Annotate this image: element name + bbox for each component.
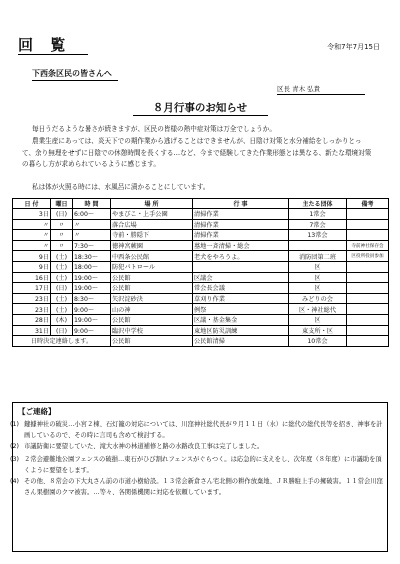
cell-day: (日)	[51, 325, 73, 336]
cell-place: 防犯パトロール	[111, 261, 193, 272]
cell-group: 区	[289, 261, 347, 272]
cell-group	[289, 240, 347, 251]
cell-day: (木)	[51, 314, 73, 325]
cell-group: 東支所・区	[289, 325, 347, 336]
cell-time: 9:00～	[73, 325, 111, 336]
paragraph: 毎日うだるような暑さが続きますが、区民の皆様の熱中症対策は万全でしょうか。	[32, 125, 276, 133]
title-underline	[18, 54, 88, 55]
cell-time: 8:30～	[73, 293, 111, 304]
cell-date: 16日	[13, 272, 51, 283]
table-row	[13, 325, 389, 336]
cell-day: (日)	[51, 283, 73, 294]
cell-time: 18:30～	[73, 251, 111, 262]
cell-event: 区議会	[193, 272, 289, 283]
cell-day: 〃	[51, 230, 73, 241]
cell-event	[193, 261, 289, 272]
cell-note: 寺前神社保存会	[347, 240, 389, 251]
cell-day: (土)	[51, 261, 73, 272]
cell-time: 9:00～	[73, 304, 111, 315]
cell-date: 〃	[13, 230, 51, 241]
cell-event: 草刈り作業	[193, 293, 289, 304]
cell-date: 9日	[13, 261, 51, 272]
cell-date: 3日	[13, 209, 51, 220]
cell-group: 区	[289, 283, 347, 294]
table-row	[13, 336, 389, 347]
cell-note: 区役所役員参加	[347, 251, 389, 262]
cell-place: 山の神	[111, 304, 193, 315]
cell-place: 徳神宮蕨園	[111, 240, 193, 251]
cell-date: 日時決定連絡します。	[13, 336, 111, 347]
cell-day: 〃	[51, 240, 73, 251]
cell-event: 常会長会議	[193, 283, 289, 294]
cell-group: 消防団第二班	[289, 251, 347, 262]
note-item	[10, 442, 384, 453]
table-row	[13, 314, 389, 325]
cell-note	[347, 230, 389, 241]
cell-group: 10常会	[289, 336, 347, 347]
note-number: (1)	[10, 421, 19, 428]
cell-day: (土)	[51, 272, 73, 283]
cell-date: 23日	[13, 293, 51, 304]
note-text: 鍵據神社の破災…小宮２棟、石灯籠の対応については、川窪神社総代長が９月１１日（水）に総代の総代長等を招き、神事を計画しているので、その時に言司も含めて検討する。	[24, 421, 383, 439]
cell-time: 7:30～	[73, 240, 111, 251]
cell-place: 中西条公民館	[111, 251, 193, 262]
table-row	[13, 240, 389, 251]
cell-note	[347, 293, 389, 304]
table-row	[13, 230, 389, 241]
issue-date: 令和7年7月15日	[327, 43, 380, 51]
cell-event: 公民館清掃	[193, 336, 289, 347]
page-title: 回 覧	[18, 36, 72, 54]
table-row	[13, 251, 389, 262]
cell-place: 公民館	[111, 283, 193, 294]
heading-underline	[133, 115, 268, 116]
sender-underline	[277, 94, 365, 95]
cell-place: 公民館	[111, 336, 193, 347]
cell-event: 墓地一斉清掃・総会	[193, 240, 289, 251]
addressee: 下西条区民の皆さんへ	[32, 69, 112, 78]
cell-note	[347, 336, 389, 347]
cell-time: 18:00～	[73, 261, 111, 272]
cell-day: (日)	[51, 209, 73, 220]
cell-event: 区議・基金集金	[193, 314, 289, 325]
cell-note	[347, 283, 389, 294]
cell-note	[347, 272, 389, 283]
note-item	[10, 477, 384, 498]
cell-day: (土)	[51, 251, 73, 262]
cell-event: 清掃作業	[193, 219, 289, 230]
table-row	[13, 283, 389, 294]
cell-place: 寺前・勝隠下	[111, 230, 193, 241]
table-row	[13, 272, 389, 283]
column-header: 備考	[347, 199, 389, 209]
cell-time: 19:00～	[73, 314, 111, 325]
cell-note	[347, 314, 389, 325]
cell-time: 19:00～	[73, 283, 111, 294]
column-header: 時 間	[73, 199, 111, 209]
note-item	[10, 420, 384, 441]
table-row	[13, 261, 389, 272]
cell-note	[347, 261, 389, 272]
cell-place: 落合広場	[111, 219, 193, 230]
cell-time: 〃	[73, 230, 111, 241]
cell-note	[347, 325, 389, 336]
schedule-table	[12, 198, 389, 347]
notes-title: 【ご連絡】	[18, 407, 56, 416]
cell-time: 19:00～	[73, 272, 111, 283]
cell-note	[347, 209, 389, 220]
cell-date: 〃	[13, 219, 51, 230]
cell-event: 清掃作業	[193, 230, 289, 241]
cell-date: 28日	[13, 314, 51, 325]
cell-place: 公民館	[111, 272, 193, 283]
column-header: 主たる団体	[289, 199, 347, 209]
cell-group: 13常会	[289, 230, 347, 241]
cell-event: 例祭	[193, 304, 289, 315]
cell-note	[347, 219, 389, 230]
cell-group: 7常会	[289, 219, 347, 230]
note-number: (4)	[10, 478, 19, 485]
column-header: 場 所	[111, 199, 193, 209]
cell-place: 公民館	[111, 314, 193, 325]
cell-day: (土)	[51, 293, 73, 304]
cell-time: 6:00～	[73, 209, 111, 220]
column-header: 日 付	[13, 199, 51, 209]
cell-date: 31日	[13, 325, 51, 336]
note-number: (2)	[10, 443, 19, 450]
table-row	[13, 219, 389, 230]
cell-group: みどりの会	[289, 293, 347, 304]
cell-date: 〃	[13, 240, 51, 251]
cell-date: 9日	[13, 251, 51, 262]
column-header: 行 事	[193, 199, 289, 209]
cell-place: 矢沢淀砂決	[111, 293, 193, 304]
cell-place: 臨沢中学校	[111, 325, 193, 336]
table-row	[13, 304, 389, 315]
note-text: ２常会避難地公園フェンスの破損…東石がひび割れフェンスがぐらつく。は応急的に支えをし、次年度（８年度）に市議助を頂くように要望をします。	[24, 456, 382, 474]
cell-group: 1常会	[289, 209, 347, 220]
paragraph: 農業生産にあっては、炎天下での期作業から逃げることはできませんが、日陰け対策と水分補給をしっかりとって、余り無理をせずに日陰での休憩時間を長くする…など、今まで経験してきた作業形態とは異なる、新たな環境対策の暮らし方が求められているように感じます。	[22, 137, 372, 168]
cell-event: 老犬をやろうよ。	[193, 251, 289, 262]
note-text: その他、８常会の下大丸さん前の市道小樹給設。１３常会新倉さん宅北側の耕作放棄地、ＪＲ勝駐上手の擁破害。１１常会川窪さん果樹園のクマ被害。…等々、各関係機関に対応を依頼しています。	[24, 478, 383, 496]
cell-day: (土)	[51, 304, 73, 315]
paragraph: 私は体が火照る時には、水風呂に漬かることにしています。	[32, 183, 210, 191]
cell-time: 〃	[73, 219, 111, 230]
table-row	[13, 293, 389, 304]
cell-day: 〃	[51, 219, 73, 230]
table-header-row	[13, 199, 389, 209]
addressee-underline	[32, 80, 118, 81]
column-header: 曜日	[51, 199, 73, 209]
cell-place: やまびこ・上手公園	[111, 209, 193, 220]
cell-group: 区	[289, 314, 347, 325]
cell-date: 17日	[13, 283, 51, 294]
note-number: (3)	[10, 456, 19, 463]
cell-event: 清掃作業	[193, 209, 289, 220]
cell-event: 東地区防災訓練	[193, 325, 289, 336]
cell-group: 区	[289, 272, 347, 283]
notice-heading: ８月行事のお知らせ	[152, 102, 248, 114]
cell-date: 23日	[13, 304, 51, 315]
sender: 区長 青木 弘貴	[277, 85, 321, 93]
note-text: 市議防衛に要望していた、滝大水神の林道補修と路の水路改良工事は完了しました。	[24, 443, 264, 450]
table-row	[13, 209, 389, 220]
cell-note	[347, 304, 389, 315]
note-item	[10, 455, 384, 476]
cell-group: 区・神社総代	[289, 304, 347, 315]
